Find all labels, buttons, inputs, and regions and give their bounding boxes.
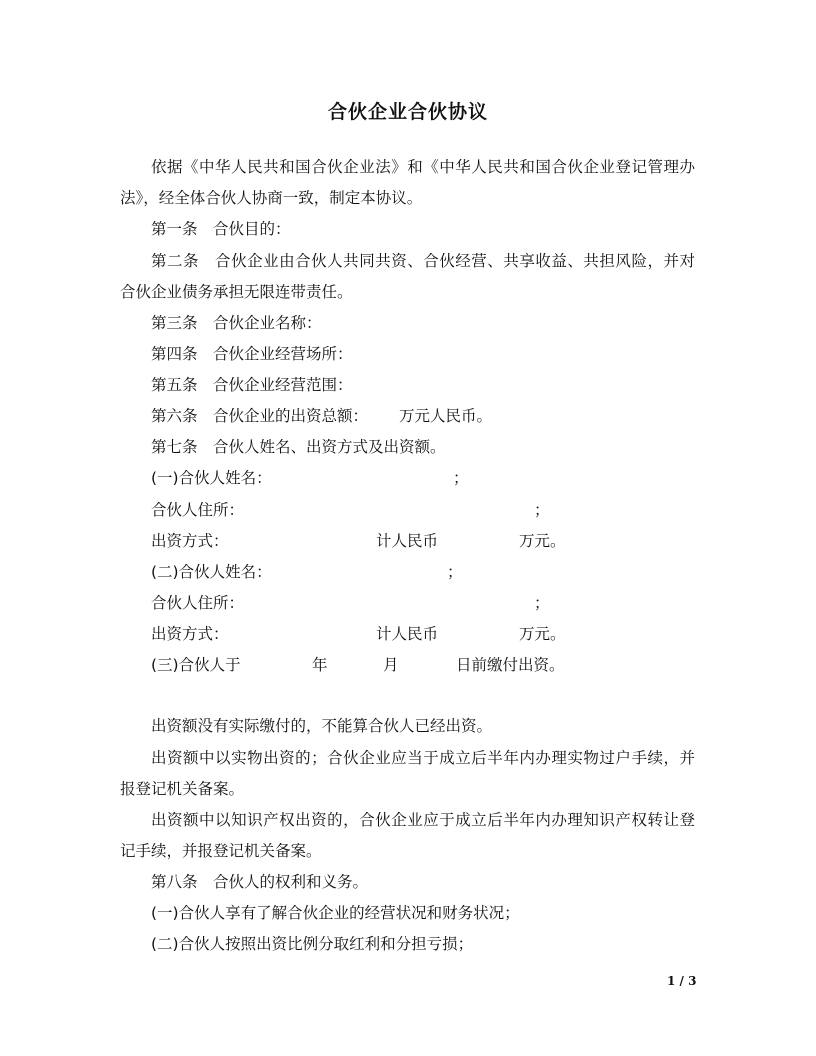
partner-3-deadline-label: (三)合伙人于 bbox=[151, 656, 241, 674]
partner-2-name-label: (二)合伙人姓名： bbox=[151, 563, 272, 581]
partner-2-method-label: 出资方式： bbox=[151, 625, 229, 643]
article-4: 第四条 合伙企业经营场所： bbox=[151, 345, 353, 363]
right-item-2: (二)合伙人按照出资比例分取红利和分担亏损； bbox=[151, 935, 474, 953]
contribution-clause-3-line-2: 记手续，并报登记机关备案。 bbox=[120, 842, 322, 860]
contribution-clause-3-line-1: 出资额中以知识产权出资的，合伙企业应于成立后半年内办理知识产权转让登 bbox=[151, 811, 695, 829]
contribution-clause-2-line-2: 报登记机关备案。 bbox=[120, 780, 245, 798]
partner-2-name-end: ； bbox=[447, 563, 463, 581]
contribution-clause-1: 出资额没有实际缴付的，不能算合伙人已经出资。 bbox=[151, 717, 493, 735]
preamble-line-2: 法》，经全体合伙人协商一致，制定本协议。 bbox=[120, 189, 423, 207]
article-1: 第一条 合伙目的： bbox=[151, 220, 291, 238]
partner-1-address-end: ； bbox=[534, 501, 550, 519]
partner-2-rmb-label: 计人民币 bbox=[376, 625, 439, 643]
article-2-line-2: 合伙企业债务承担无限连带责任。 bbox=[120, 283, 353, 301]
article-7: 第七条 合伙人姓名、出资方式及出资额。 bbox=[151, 438, 446, 456]
partner-1-method-label: 出资方式： bbox=[151, 532, 229, 550]
partner-3-month-label: 月 bbox=[383, 656, 399, 674]
partner-2-amount-unit: 万元。 bbox=[519, 625, 566, 643]
article-6-label: 第六条 合伙企业的出资总额： bbox=[151, 407, 369, 425]
partner-1-amount-unit: 万元。 bbox=[519, 532, 566, 550]
partner-1-name-label: (一)合伙人姓名： bbox=[151, 469, 272, 487]
partner-2-address-end: ； bbox=[534, 594, 550, 612]
partner-2-address-label: 合伙人住所： bbox=[151, 594, 245, 612]
partner-1-address-label: 合伙人住所： bbox=[151, 501, 245, 519]
article-2-line-1: 第二条 合伙企业由合伙人共同共资、合伙经营、共享收益、共担风险，并对 bbox=[151, 252, 695, 270]
right-item-1: (一)合伙人享有了解合伙企业的经营状况和财务状况； bbox=[151, 904, 520, 922]
article-8: 第八条 合伙人的权利和义务。 bbox=[151, 873, 369, 891]
preamble-line-1: 依据《中华人民共和国合伙企业法》和《中华人民共和国合伙企业登记管理办 bbox=[151, 158, 695, 176]
partner-3-deadline-end: 日前缴付出资。 bbox=[456, 656, 565, 674]
partner-3-year-label: 年 bbox=[312, 656, 328, 674]
article-6-unit: 万元人民币。 bbox=[399, 407, 493, 425]
partner-1-rmb-label: 计人民币 bbox=[376, 532, 439, 550]
contribution-clause-2-line-1: 出资额中以实物出资的；合伙企业应当于成立后半年内办理实物过户手续，并 bbox=[151, 749, 695, 767]
document-title: 合伙企业合伙协议 bbox=[327, 101, 488, 123]
article-5: 第五条 合伙企业经营范围： bbox=[151, 376, 353, 394]
partner-1-name-end: ； bbox=[453, 469, 469, 487]
page-number: 1 / 3 bbox=[667, 974, 697, 988]
article-3: 第三条 合伙企业名称： bbox=[151, 314, 322, 332]
